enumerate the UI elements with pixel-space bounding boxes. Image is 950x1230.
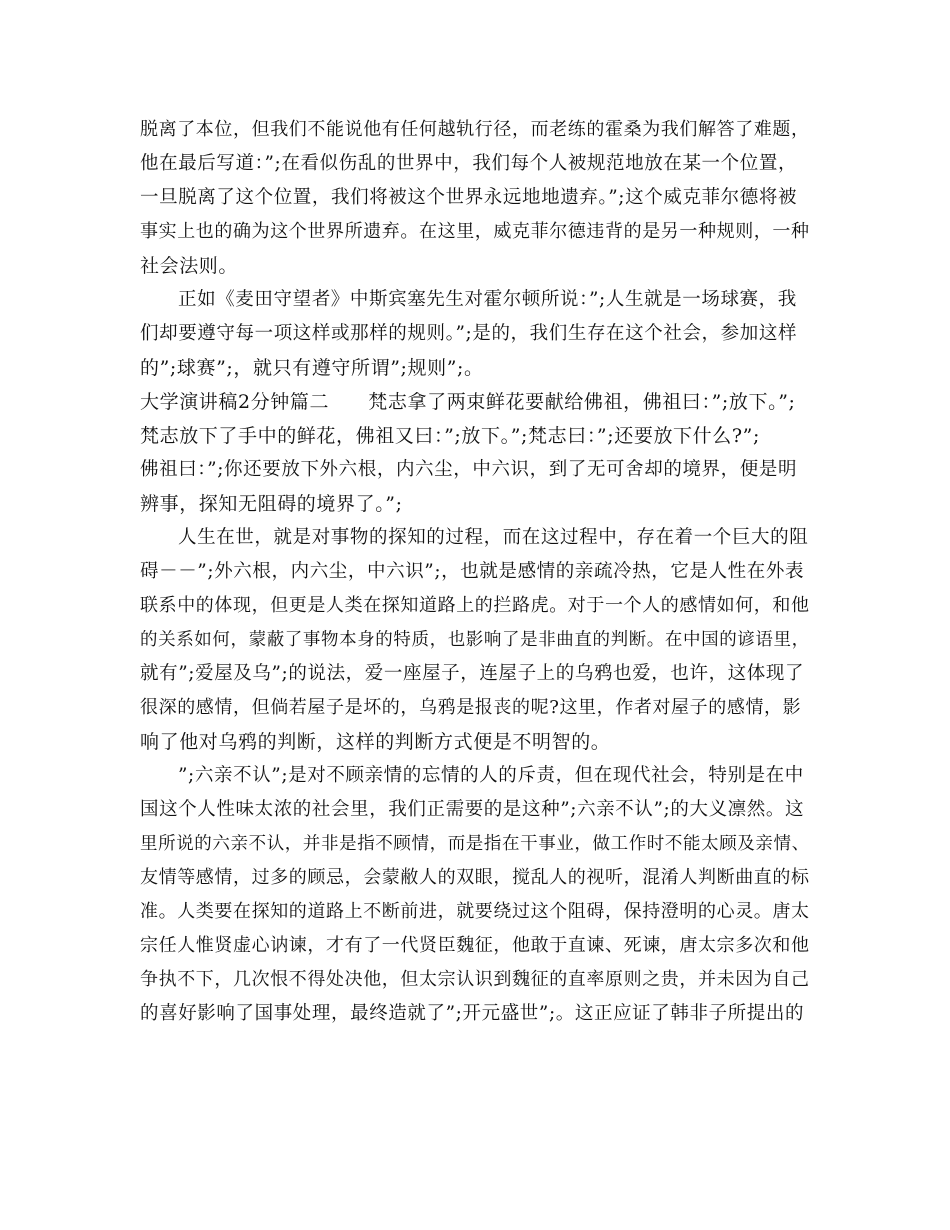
text-line: 准。人类要在探知的道路上不断前进，就要绕过这个阻碍，保持澄明的心灵。唐太 [140, 901, 810, 922]
text-line: 友情等感情，过多的顾忌，会蒙敝人的双眼，搅乱人的视听，混淆人判断曲直的标 [140, 867, 810, 888]
text-line: 社会法则。 [140, 255, 239, 277]
text-line: 脱离了本位，但我们不能说他有任何越轨行径，而老练的霍桑为我们解答了难题， [140, 119, 810, 140]
text-line: 佛祖曰：”;你还要放下外六根，内六尘，中六识，到了无可舍却的境界，便是明 [140, 459, 798, 480]
text-line: 联系中的体现，但更是人类在探知道路上的拦路虎。对于一个人的感情如何，和他 [140, 595, 810, 616]
text-line: 争执不下，几次恨不得处决他，但太宗认识到魏征的直率原则之贵，并未因为自己 [140, 969, 810, 990]
section-heading-line: 大学演讲稿2分钟篇二 梵志拿了两束鲜花要献给佛祖，佛祖曰：”;放下。”; [140, 391, 796, 413]
text-line: 很深的感情，但倘若屋子是坏的，乌鸦是报丧的呢?这里，作者对屋子的感情，影 [140, 697, 802, 718]
text-line: 辨事，探知无阻碍的境界了。”; [140, 493, 403, 515]
text-line: 他在最后写道：”;在看似伤乱的世界中，我们每个人被规范地放在某一个位置， [140, 153, 798, 174]
text-line: 梵志放下了手中的鲜花，佛祖又曰：”;放下。”;梵志曰：”;还要放下什么?”; [140, 425, 760, 447]
text-line: 响了他对乌鸦的判断，这样的判断方式便是不明智的。 [140, 731, 611, 753]
paragraph-start-line: 正如《麦田守望者》中斯宾塞先生对霍尔顿所说：”;人生就是一场球赛，我 [178, 289, 797, 310]
text-line: 的喜好影响了国事处理，最终造就了”;开元盛世”;。这正应证了韩非子所提出的 [140, 1003, 805, 1024]
text-line: 的”;球赛”;，就只有遵守所谓”;规则”;。 [140, 357, 484, 379]
text-line: 国这个人性味太浓的社会里，我们正需要的是这种”;六亲不认”;的大义凛然。这 [140, 799, 805, 820]
text-line: 里所说的六亲不认，并非是指不顾情，而是指在干事业，做工作时不能太顾及亲情、 [140, 834, 810, 854]
paragraph-start-line: ”;六亲不认”;是对不顾亲情的忘情的人的斥责，但在现代社会，特别是在中 [178, 765, 804, 786]
text-line: 的关系如何，蒙蔽了事物本身的特质，也影响了是非曲直的判断。在中国的谚语里， [140, 630, 810, 650]
text-line: 就有”;爱屋及乌”;的说法，爱一座屋子，连屋子上的乌鸦也爱，也许，这体现了 [140, 663, 805, 684]
text-line: 碍－－”;外六根，内六尘，中六识”;，也就是感情的亲疏冷热，它是人性在外表 [140, 561, 805, 582]
text-line: 事实上也的确为这个世界所遗弃。在这里，威克菲尔德违背的是另一种规则，一种 [140, 221, 810, 242]
text-line: 宗任人惟贤虚心讷谏，才有了一代贤臣魏征，他敢于直谏、死谏，唐太宗多次和他 [140, 935, 810, 956]
text-line: 一旦脱离了这个位置，我们将被这个世界永远地地遗弃。”;这个威克菲尔德将被 [140, 187, 798, 208]
text-line: 们却要遵守每一项这样或那样的规则。”;是的，我们生存在这个社会，参加这样 [140, 323, 798, 344]
paragraph-start-line: 人生在世，就是对事物的探知的过程，而在这过程中，存在着一个巨大的阻 [178, 527, 809, 548]
